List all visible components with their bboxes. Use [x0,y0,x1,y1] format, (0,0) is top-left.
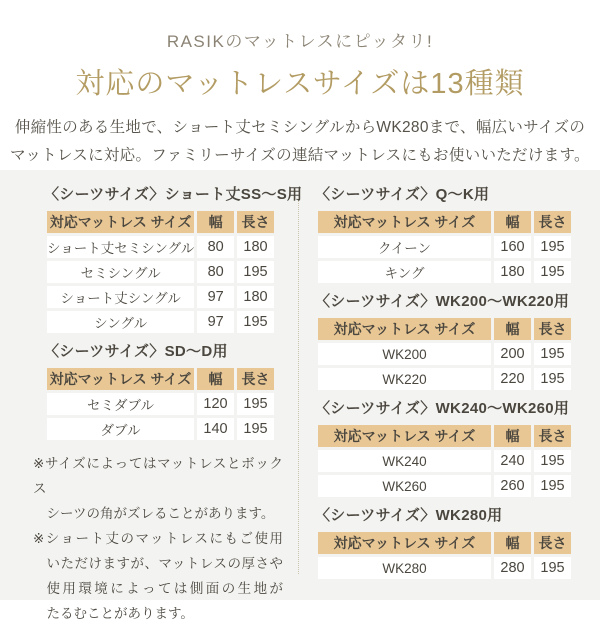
length-value: 195 [534,368,571,390]
note-item [33,451,283,526]
table-row [318,450,571,472]
mattress-size-name: シングル [47,311,194,333]
table-header-row [318,425,571,447]
table-row [47,261,274,283]
length-value: 195 [237,418,274,440]
mattress-size-name: WK240 [318,450,491,472]
column-header: 長さ [534,532,571,554]
width-value: 200 [494,343,531,365]
mattress-size-name: セミシングル [47,261,194,283]
length-value: 195 [534,261,571,283]
sheet-size-block [315,294,574,393]
table-row [47,236,274,258]
size-tables-section [0,170,600,621]
sheet-size-block [315,508,574,582]
mattress-size-name: ショート丈セミシングル [47,236,194,258]
column-header: 対応マットレス サイズ [47,368,194,390]
right-column [315,187,574,600]
width-value: 260 [494,475,531,497]
note-line: たるむことがあります。 [46,606,194,621]
column-header: 長さ [534,211,571,233]
sheet-size-block [315,187,574,286]
mattress-size-name: WK260 [318,475,491,497]
mattress-size-name: セミダブル [47,393,194,415]
column-header: 幅 [197,368,234,390]
page-title: 対応のマットレスサイズは13種類 [75,68,525,100]
column-header: 対応マットレス サイズ [47,211,194,233]
note-line: いただけますが、マットレスの厚さや [46,556,283,571]
table-header-row [47,211,274,233]
right-tables [315,187,574,582]
size-table [44,365,277,443]
width-value: 80 [197,261,234,283]
width-value: 80 [197,236,234,258]
table-row [47,418,274,440]
left-column [33,186,303,621]
header-section [0,0,600,170]
column-header: 長さ [237,368,274,390]
table-header-row [318,532,571,554]
table-title: 〈シーツサイズ〉WK200〜WK220用 [315,293,570,310]
description-line: マットレスに対応。ファミリーサイズの連結マットレスにもお使いいただけます。 [10,147,590,164]
sheet-size-block [44,344,277,443]
table-row [47,393,274,415]
length-value: 195 [534,475,571,497]
mattress-size-name: キング [318,261,491,283]
table-row [47,286,274,308]
description-line: 伸縮性のある生地で、ショート丈セミシングルからWK280まで、幅広いサイズの [14,119,586,136]
width-value: 140 [197,418,234,440]
sheet-size-block [315,401,574,500]
column-header: 幅 [494,425,531,447]
table-row [318,475,571,497]
column-header: 対応マットレス サイズ [318,211,491,233]
table-row [318,343,571,365]
column-header: 対応マットレス サイズ [318,532,491,554]
header-subtitle: RASIKのマットレスにピッタリ! [166,32,434,51]
note-item [33,526,283,626]
column-divider [298,201,299,574]
length-value: 180 [237,236,274,258]
width-value: 160 [494,236,531,258]
width-value: 280 [494,557,531,579]
table-title: 〈シーツサイズ〉SD〜D用 [44,343,228,360]
table-row [318,368,571,390]
column-header: 長さ [534,318,571,340]
table-row [318,557,571,579]
sheet-size-block [44,186,303,336]
size-table [315,529,574,582]
note-line: ※サイズによってはマットレスとボックス [33,456,283,496]
width-value: 220 [494,368,531,390]
table-row [318,261,571,283]
table-row [47,311,274,333]
width-value: 240 [494,450,531,472]
column-header: 対応マットレス サイズ [318,318,491,340]
mattress-size-name: ダブル [47,418,194,440]
length-value: 195 [237,261,274,283]
mattress-size-name: WK220 [318,368,491,390]
note-line: 使用環境によっては側面の生地が [46,581,283,596]
width-value: 180 [494,261,531,283]
column-header: 対応マットレス サイズ [318,425,491,447]
length-value: 195 [534,343,571,365]
width-value: 120 [197,393,234,415]
column-header: 幅 [494,211,531,233]
column-header: 長さ [237,211,274,233]
mattress-size-name: クイーン [318,236,491,258]
size-table [44,208,277,336]
length-value: 195 [534,236,571,258]
note-line: ※ショート丈のマットレスにもご使用 [33,531,283,546]
size-table [315,208,574,286]
table-title: 〈シーツサイズ〉WK240〜WK260用 [315,400,570,417]
left-tables [44,186,303,443]
width-value: 97 [197,286,234,308]
table-header-row [47,368,274,390]
length-value: 195 [237,393,274,415]
size-table [315,422,574,500]
table-header-row [318,318,571,340]
column-header: 幅 [494,532,531,554]
table-header-row [318,211,571,233]
column-header: 長さ [534,425,571,447]
length-value: 180 [237,286,274,308]
table-title: 〈シーツサイズ〉WK280用 [315,507,503,524]
column-header: 幅 [197,211,234,233]
length-value: 195 [237,311,274,333]
width-value: 97 [197,311,234,333]
mattress-size-name: WK280 [318,557,491,579]
length-value: 195 [534,557,571,579]
notes [33,451,283,626]
column-header: 幅 [494,318,531,340]
table-title: 〈シーツサイズ〉ショート丈SS〜S用 [44,186,303,203]
size-table [315,315,574,393]
mattress-size-name: WK200 [318,343,491,365]
header-description [0,114,600,170]
note-line: シーツの角がズレることがあります。 [46,506,275,521]
mattress-size-name: ショート丈シングル [47,286,194,308]
table-row [318,236,571,258]
length-value: 195 [534,450,571,472]
table-title: 〈シーツサイズ〉Q〜K用 [315,186,490,203]
